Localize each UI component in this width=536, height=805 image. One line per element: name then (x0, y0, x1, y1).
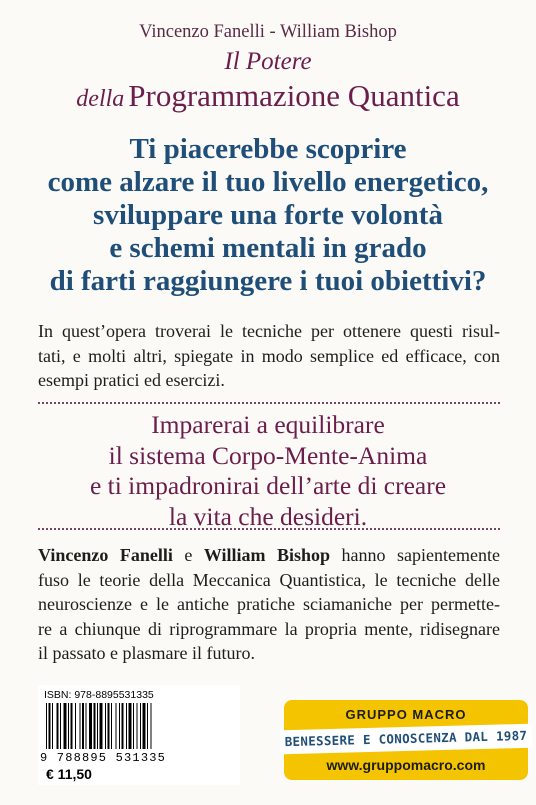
dotted-divider-bottom (38, 528, 500, 530)
paragraph-line: il passato e plasmare il futuro. (38, 643, 255, 663)
author-name: Vincenzo Fanelli (38, 545, 173, 565)
question-block (0, 133, 536, 298)
paragraph-line: fuso le teorie della Meccanica Quantistica, le tecniche delle (38, 569, 500, 590)
highlight-line: la vita che desideri. (168, 501, 368, 531)
paragraph-line: tati, e molti altri, spiegate in modo semplice ed efficace, con (38, 345, 500, 366)
highlight-line: e ti impadronirai dell’arte di creare (89, 471, 447, 500)
barcode-icon (44, 703, 234, 751)
publisher-tagline: BENESSERE E CONOSCENZA DAL 1987 (284, 727, 528, 750)
publisher-website: www.gruppomacro.com (326, 757, 486, 773)
publisher-name: GRUPPO MACRO (345, 707, 467, 722)
paragraph-line: neuroscienze e le antiche pratiche sciamaniche per permette- (38, 594, 500, 614)
paragraph-line (38, 543, 500, 568)
question-line: Ti piacerebbe scoprire (129, 133, 407, 165)
question-line: di farti raggiungere i tuoi obiettivi? (49, 265, 487, 297)
title-main: Programmazione Quantica (128, 78, 460, 113)
paragraph-text: hanno sapientemente (330, 545, 500, 565)
author-name: William Bishop (203, 545, 331, 565)
question-line: come alzare il tuo livello energetico, (47, 166, 489, 198)
title-line-1: Il Potere (224, 48, 312, 75)
highlight-line: il sistema Corpo-Mente-Anima (108, 440, 428, 470)
conjunction: e (172, 545, 204, 565)
authors-line: Vincenzo Fanelli - William Bishop (139, 22, 397, 42)
paragraph-line: esempi pratici ed esercizi. (38, 370, 225, 390)
isbn-label: ISBN: 978-8895531335 (44, 689, 154, 701)
paragraph-line: In quest’opera troverai le tecniche per ottenere questi risul- (38, 321, 500, 341)
barcode-digits: 9 788895 531335 (40, 751, 167, 765)
question-line: e schemi mentali in grado (109, 232, 427, 264)
title-line-2 (0, 78, 536, 114)
paragraph-line: re a chiunque di riprogrammare la propria mente, ridisegnare (38, 618, 500, 639)
title-della: della (76, 86, 125, 112)
dotted-divider-top (38, 402, 500, 404)
highlight-block (0, 410, 536, 532)
question-line: sviluppare una forte volontà (93, 199, 443, 231)
price: € 11,50 (46, 766, 92, 782)
intro-paragraph (38, 319, 500, 393)
highlight-line: Imparerai a equilibrare (151, 410, 385, 439)
authors-paragraph (38, 543, 500, 666)
